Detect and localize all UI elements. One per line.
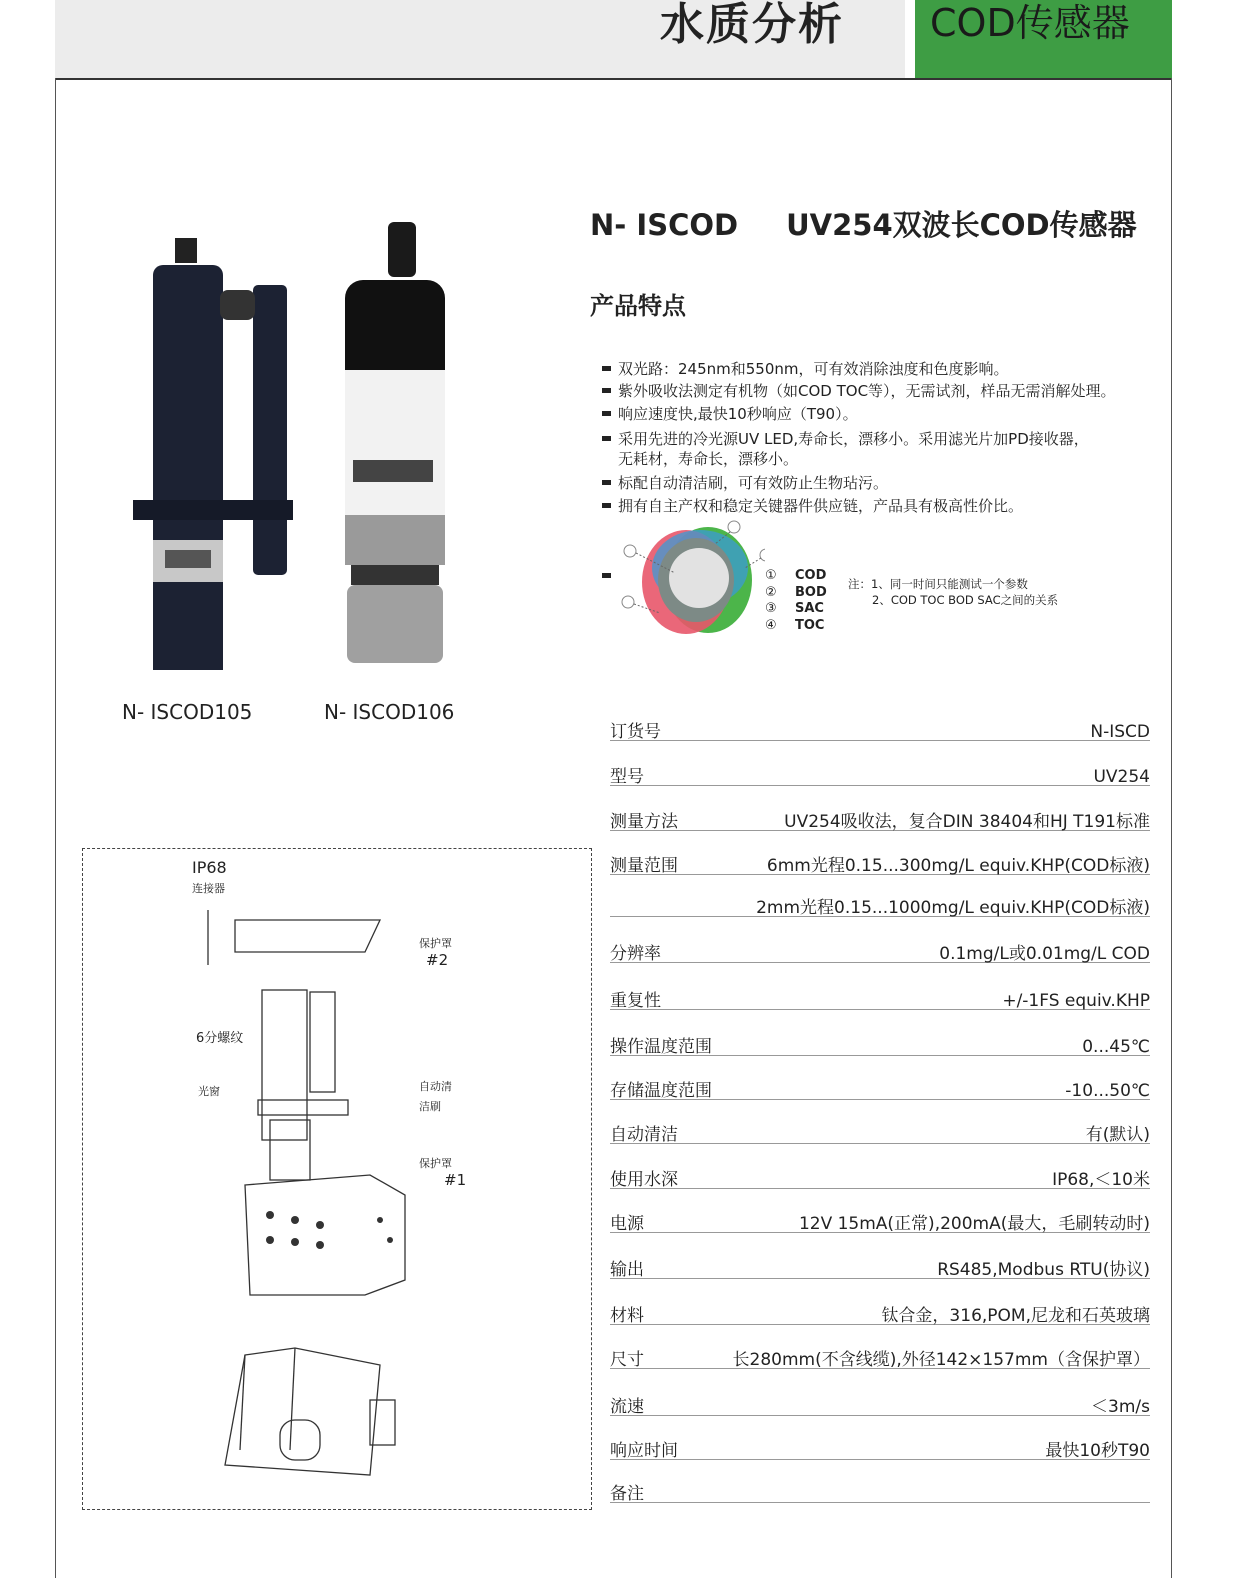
feature-item-cont: 无耗材，寿命长，漂移小。 — [618, 450, 799, 469]
spec-label: 测量范围 — [610, 856, 678, 876]
spec-row — [610, 940, 1150, 963]
spec-value: RS485,Modbus RTU(协议) — [937, 1260, 1150, 1280]
spec-label: 尺寸 — [610, 1350, 644, 1370]
label-brush-2: 洁刷 — [419, 1100, 441, 1113]
note-2: 2、COD TOC BOD SAC之间的关系 — [872, 593, 1059, 607]
spec-row — [610, 763, 1150, 786]
venn-legend — [765, 568, 827, 634]
spec-row — [610, 1480, 1150, 1503]
frame-right — [1171, 78, 1172, 1578]
features-list — [602, 358, 1182, 517]
exploded-diagram — [200, 880, 430, 1480]
parameter-venn-diagram — [600, 518, 765, 643]
product-title — [590, 203, 1137, 244]
legend-item: ② BOD — [765, 584, 827, 600]
product-name: UV254双波长COD传感器 — [786, 208, 1137, 242]
spec-row — [610, 1437, 1150, 1460]
note-1: 注：1、同一时间只能测试一个参数 — [848, 577, 1028, 591]
label-thread: 6分螺纹 — [196, 1031, 244, 1046]
spec-row — [610, 1302, 1150, 1325]
product-photos — [125, 220, 485, 670]
product-label-105: N- ISCOD105 — [122, 700, 253, 724]
spec-value: 钛合金，316,POM,尼龙和石英玻璃 — [881, 1306, 1150, 1326]
label-cover1: 保护罩 — [419, 1157, 452, 1170]
product-label-106: N- ISCOD106 — [324, 700, 455, 724]
spec-value: 0...45℃ — [1082, 1037, 1150, 1057]
spec-row — [610, 1166, 1150, 1189]
sensor-106-image — [345, 222, 445, 663]
spec-label: 电源 — [610, 1214, 644, 1234]
spec-label: 订货号 — [610, 722, 661, 742]
spec-label: 材料 — [610, 1306, 644, 1326]
spec-label: 使用水深 — [610, 1170, 678, 1190]
legend-item: ① COD — [765, 568, 827, 583]
spec-label: 流速 — [610, 1397, 644, 1417]
spec-value: 最快10秒T90 — [1045, 1441, 1150, 1461]
feature-item: 标配自动清洁刷，可有效防止生物玷污。 — [602, 472, 1182, 494]
label-cover2-no: #2 — [426, 951, 449, 969]
category-title: 水质分析 — [660, 0, 844, 50]
spec-value: 0.1mg/L或0.01mg/L COD — [939, 944, 1150, 964]
spec-value: 6mm光程0.15...300mg/L equiv.KHP(COD标液) — [766, 856, 1150, 876]
label-ip68: IP68 — [192, 858, 227, 877]
spec-label: 分辨率 — [610, 944, 661, 964]
spec-label: 重复性 — [610, 991, 661, 1011]
notes — [848, 576, 1058, 608]
spec-row — [610, 808, 1150, 831]
feature-item: 双光路：245nm和550nm，可有效消除浊度和色度影响。 — [602, 358, 1182, 380]
spec-row — [610, 1121, 1150, 1144]
model: N- ISCOD — [590, 208, 739, 242]
spec-row — [610, 894, 1150, 917]
spec-row — [610, 718, 1150, 741]
sensor-105-image — [133, 238, 293, 670]
spec-value: UV254 — [1093, 767, 1150, 787]
feature-item: 紫外吸收法测定有机物（如COD TOC等），无需试剂，样品无需消解处理。 — [602, 380, 1182, 402]
spec-label: 自动清洁 — [610, 1125, 678, 1145]
spec-value: 12V 15mA(正常),200mA(最大，毛刷转动时) — [798, 1214, 1150, 1234]
spec-row — [610, 1210, 1150, 1233]
spec-label: 操作温度范围 — [610, 1037, 712, 1057]
label-cover1-no: #1 — [444, 1171, 467, 1189]
spec-row — [610, 1346, 1150, 1369]
spec-label: 测量方法 — [610, 812, 678, 832]
spec-label: 存储温度范围 — [610, 1081, 712, 1101]
spec-value: N-ISCD — [1090, 722, 1150, 742]
spec-value: +/-1FS equiv.KHP — [1002, 991, 1150, 1011]
spec-row — [610, 1033, 1150, 1056]
label-connector: 连接器 — [192, 882, 225, 895]
legend-item: ④ TOC — [765, 617, 825, 633]
spec-row — [610, 1256, 1150, 1279]
spec-value: IP68,＜10米 — [1052, 1170, 1150, 1190]
spec-label: 输出 — [610, 1260, 644, 1280]
spec-value: ＜3m/s — [1091, 1397, 1150, 1417]
spec-row — [610, 1393, 1150, 1416]
label-cover2: 保护罩 — [419, 937, 452, 950]
spec-label: 响应时间 — [610, 1441, 678, 1461]
spec-label: 备注 — [610, 1484, 644, 1504]
frame-top — [55, 78, 1172, 80]
spec-value: -10...50℃ — [1065, 1081, 1150, 1101]
spec-value: 长280mm(不含线缆),外径142×157mm（含保护罩） — [732, 1350, 1150, 1370]
spec-row — [610, 987, 1150, 1010]
spec-value: 有(默认) — [1085, 1125, 1150, 1145]
feature-item: 响应速度快,最快10秒响应（T90）。 — [602, 403, 1182, 425]
spec-value: UV254吸收法，复合DIN 38404和HJ T191标准 — [784, 812, 1150, 832]
spec-row — [610, 852, 1150, 875]
spec-row — [610, 1077, 1150, 1100]
label-window: 光窗 — [198, 1085, 220, 1098]
feature-item: 采用先进的冷光源UV LED,寿命长，漂移小。采用滤光片加PD接收器， — [602, 428, 1182, 450]
spec-value: 2mm光程0.15...1000mg/L equiv.KHP(COD标液) — [756, 898, 1150, 918]
legend-item: ③ SAC — [765, 601, 824, 616]
label-brush-1: 自动清 — [419, 1080, 452, 1093]
feature-item: 拥有自主产权和稳定关键器件供应链，产品具有极高性价比。 — [602, 495, 1182, 517]
spec-label: 型号 — [610, 767, 644, 787]
product-type-title: COD传感器 — [930, 1, 1130, 45]
features-heading: 产品特点 — [590, 292, 686, 320]
frame-left — [55, 78, 56, 1578]
